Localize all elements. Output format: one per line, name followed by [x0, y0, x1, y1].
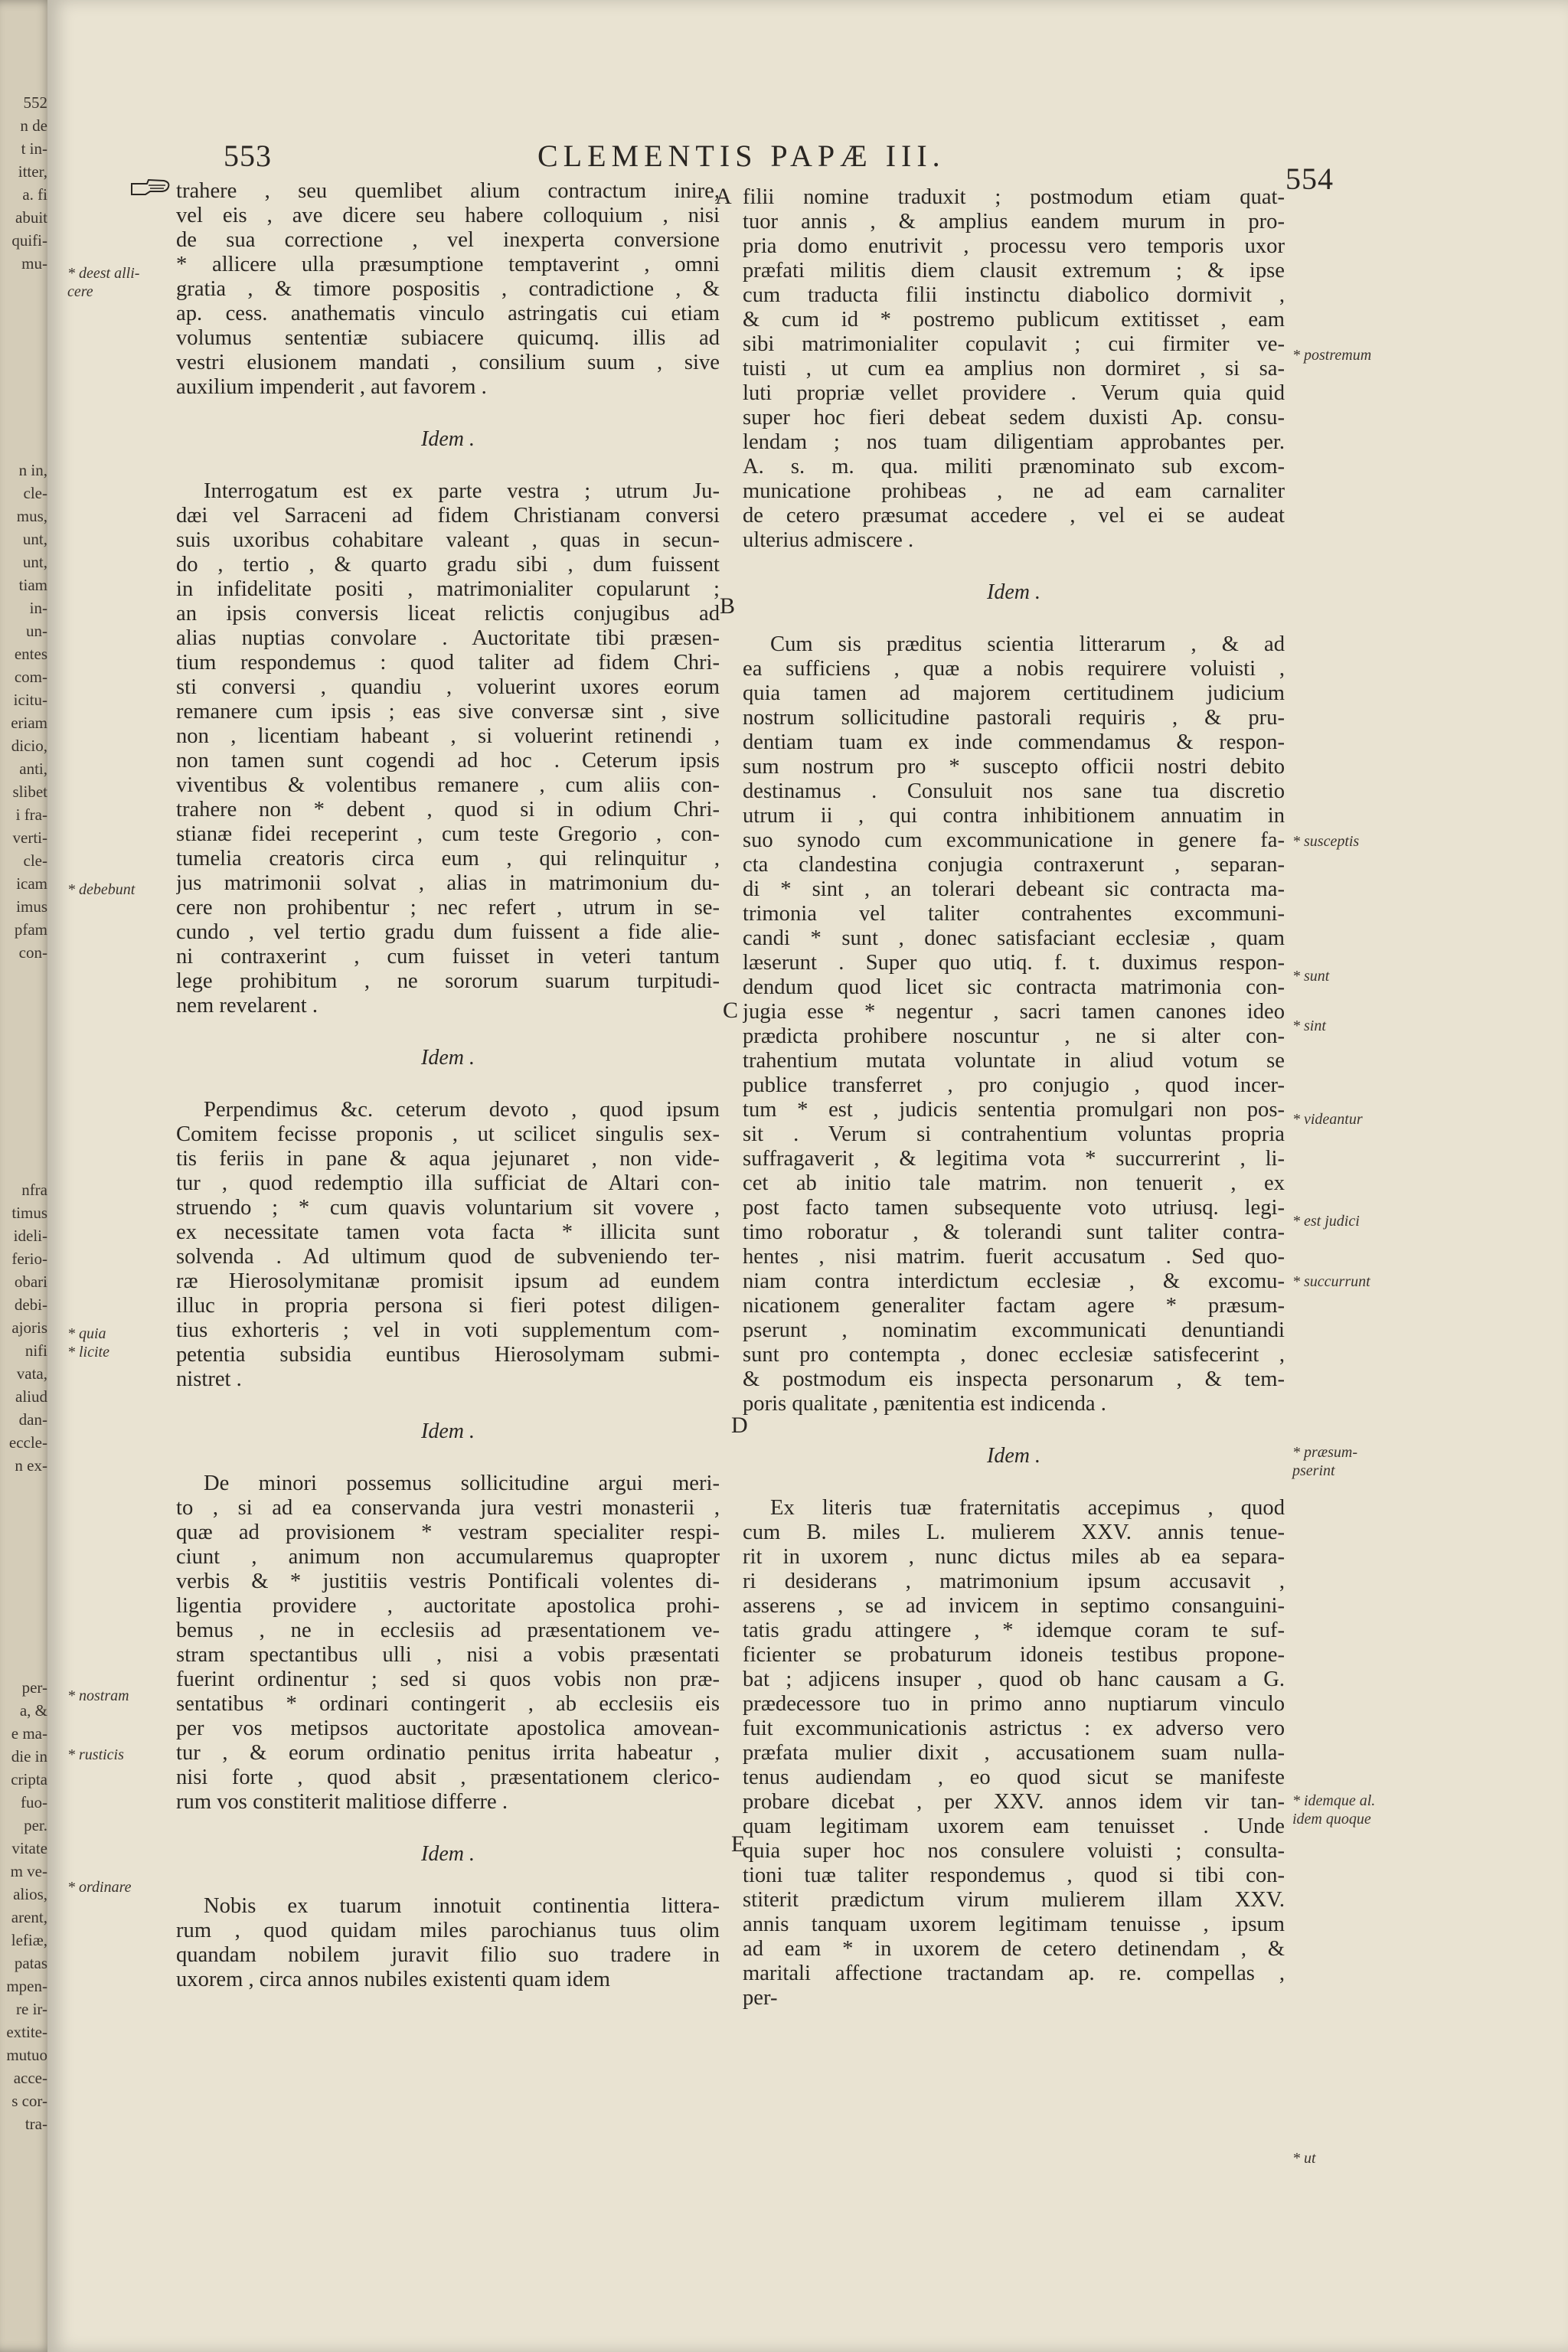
text-line: Interrogatum est ex parte vestra ; utrum Ju- — [204, 479, 720, 503]
adjacent-page-fragment: nfra — [21, 1181, 47, 1199]
adjacent-page-fragment: eriam — [11, 714, 47, 732]
text-line: trahere non * debent , quod si in odium Chri- — [176, 798, 720, 822]
text-line: di * sint , an tolerari debeant sic contracta ma- — [743, 877, 1285, 901]
adjacent-page-fragment: com- — [14, 668, 47, 686]
text-line: bemus , ne in ecclesiis ad præsentationem ve- — [176, 1619, 720, 1642]
text-line: Comitem fecisse proponis , ut scilicet singulis sex- — [176, 1122, 720, 1146]
text-line: Ex literis tuæ fraternitatis accepimus , quod — [770, 1496, 1285, 1520]
text-line: tum * est , judicis sententia promulgari non pos- — [743, 1098, 1285, 1122]
text-line: ni contraxerint , cum fuisset in veteri tantum — [176, 945, 720, 969]
text-line: suis uxoribus cohabitare valeant , quas in secun- — [176, 528, 720, 552]
text-line: ex necessitate tamen vota facta * illicita sunt — [176, 1220, 720, 1244]
text-line: suffragaverit , & legitima vota * succurrerint , li- — [743, 1147, 1285, 1171]
page-title: CLEMENTIS PAPÆ III. — [537, 139, 946, 173]
adjacent-page-fragment: icam — [16, 874, 47, 893]
text-line: tis feriis in pane & aqua jejunaret , non vide- — [176, 1147, 720, 1171]
margin-note-right: * est judici — [1292, 1213, 1360, 1230]
adjacent-page-fragment: mpen- — [6, 1977, 47, 1995]
adjacent-page-fragment: patas — [14, 1954, 47, 1972]
adjacent-page-fragment: quifi- — [11, 231, 47, 250]
adjacent-page-fragment: cripta — [11, 1770, 47, 1788]
text-line: jus matrimonii solvat , alias in matrimonium du- — [176, 871, 720, 895]
paragraph — [176, 479, 720, 1018]
adjacent-page-fragment: timus — [11, 1204, 47, 1222]
text-line: jugia esse * negentur , sacri tamen canones ideo — [743, 1000, 1285, 1024]
adjacent-page-fragment: a, & — [19, 1701, 47, 1720]
text-line: dentiam tuam ex inde commendamus & respon- — [743, 730, 1285, 754]
adjacent-page-fragment: n in, — [18, 461, 47, 479]
adjacent-page-fragment: con- — [18, 943, 47, 962]
adjacent-page-fragment: tra- — [24, 2115, 47, 2133]
text-line: dendum quod licet sic contracta matrimonia con- — [743, 975, 1285, 999]
margin-note-right: * succurrunt — [1292, 1273, 1370, 1290]
adjacent-page-fragment: t in- — [21, 139, 47, 158]
text-line: & postmodum eis inspecta personarum , & tem- — [743, 1367, 1285, 1391]
text-line: hentes , nisi matrim. fuerit accusatum . Sed quo- — [743, 1245, 1285, 1269]
page-number-left: 553 — [224, 139, 272, 173]
adjacent-page-fragment: mutuo — [6, 2046, 47, 2064]
text-line: Perpendimus &c. ceterum devoto , quod ipsum — [204, 1098, 720, 1122]
text-line: struendo ; * cum quavis voluntarium sit vovere , — [176, 1196, 720, 1220]
text-line: stianæ fidei receperint , cum teste Gregorio , con- — [176, 822, 720, 846]
text-line: de sua correctione , vel inexperta conversione — [176, 228, 720, 252]
adjacent-page-fragment: tiam — [18, 576, 47, 594]
text-line: cum B. miles L. mulierem XXV. annis tenue- — [743, 1521, 1285, 1544]
section-heading-idem: Idem . — [421, 1046, 475, 1070]
adjacent-page-edge — [0, 0, 54, 2352]
text-line: quæ ad provisionem * vestram specialiter respi- — [176, 1521, 720, 1544]
text-line: quia tamen ad majorem certitudinem judicium — [743, 681, 1285, 705]
text-line: Cum sis præditus scientia litterarum , & ad — [770, 632, 1285, 656]
section-letter: D — [731, 1413, 748, 1438]
paragraph — [743, 632, 1285, 1416]
text-line: sentatibus * ordinari contingerit , ab ecclesiis eis — [176, 1692, 720, 1716]
text-line: ad eam * in uxorem de cetero detinendam , & — [743, 1937, 1285, 1961]
text-line: cere non prohibentur ; nec refert , utrum in se- — [176, 896, 720, 920]
text-line: cundo , vel tertio gradu dum fuissent a fide alie- — [176, 920, 720, 944]
paragraph — [176, 1894, 720, 1992]
margin-note-right: * sunt — [1292, 968, 1330, 985]
adjacent-page-fragment: n ex- — [15, 1456, 47, 1475]
text-line: gratia , & timore pospositis , contradictione , & — [176, 277, 720, 301]
adjacent-page-fragment: dan- — [18, 1410, 47, 1429]
text-line: poris qualitate , pænitentia est indicenda . — [743, 1392, 1106, 1416]
text-line: suo synodo cum excommunicatione in genere fa- — [743, 828, 1285, 852]
adjacent-page-fragment: debi- — [14, 1295, 47, 1314]
paragraph — [176, 179, 720, 400]
text-line: * allicere ulla præsumptione temptaverint , omni — [176, 253, 720, 276]
text-line: tuisti , ut cum ea amplius non dormiret , si sa- — [743, 357, 1285, 381]
text-line: solvenda . Ad ultimum quod de subveniendo ter- — [176, 1245, 720, 1269]
text-line: luti propriæ vellet providere . Verum quia quid — [743, 381, 1285, 405]
paragraph — [743, 1496, 1285, 2011]
margin-note-right: * ut — [1292, 2150, 1316, 2167]
text-line: cum traducta filii instinctu diabolico dormivit , — [743, 283, 1285, 307]
margin-note-right: * præsum- pserint — [1292, 1444, 1358, 1479]
text-line: vel eis , ave dicere seu habere colloquium , nisi — [176, 204, 720, 227]
text-column-right — [743, 185, 1285, 2011]
margin-note-right: * susceptis — [1292, 833, 1360, 850]
text-line: niam contra interdictum ecclesiæ , & excomu- — [743, 1269, 1285, 1293]
text-line: volumus sententiæ subiacere quicumq. illis ad — [176, 326, 720, 350]
adjacent-page-fragment: n de — [20, 116, 47, 135]
text-line: ri desiderans , matrimonium ipsum accusavit , — [743, 1570, 1285, 1593]
text-line: utrum ii , qui contra inhibitionem annuatim in — [743, 804, 1285, 828]
adjacent-page-fragment: per. — [24, 1816, 47, 1834]
pointing-hand-icon — [130, 176, 172, 198]
adjacent-page-fragment: s cor- — [11, 2092, 47, 2110]
adjacent-page-fragment: slibet — [12, 782, 47, 801]
text-line: tur , quod redemptio illa sufficiat de Altari con- — [176, 1171, 720, 1195]
adjacent-page-fragment: icitu- — [13, 691, 47, 709]
adjacent-page-fragment: abuit — [15, 208, 47, 227]
text-line: do , tertio , & quarto gradu sibi , dum fuissent — [176, 553, 720, 577]
adjacent-page-fragment: e ma- — [11, 1724, 47, 1743]
adjacent-page-fragment: pfam — [14, 920, 47, 939]
text-line: lendam ; nos tuam diligentiam approbantes per. — [743, 430, 1285, 454]
text-line: viventibus & volentibus remanere , cum aliis con- — [176, 773, 720, 797]
section-letter: C — [723, 998, 739, 1023]
paragraph — [743, 185, 1285, 553]
text-line: fuit excommunicationis astrictus : ex adverso vero — [743, 1717, 1285, 1740]
adjacent-page-fragment: ajoris — [11, 1318, 47, 1337]
text-line: alias nuptias convolare . Auctoritate tibi præsen- — [176, 626, 720, 650]
text-line: nicationem generaliter factam agere * præsum- — [743, 1294, 1285, 1318]
adjacent-page-fragment: arent, — [11, 1908, 47, 1926]
adjacent-page-fragment: a. fi — [22, 185, 47, 204]
text-line: quandam nobilem juravit filio suo tradere in — [176, 1943, 720, 1967]
section-heading-idem: Idem . — [421, 1842, 475, 1866]
text-line: ræ Hierosolymitanæ promisit ipsum ad eundem — [176, 1269, 720, 1293]
text-line: ap. cess. anathematis vinculo astringatis cui etiam — [176, 302, 720, 325]
adjacent-page-fragment: re ir- — [16, 2000, 47, 2018]
text-line: præfati militis diem clausit extremum ; & ipse — [743, 259, 1285, 283]
text-line: tuor annis , & amplius eandem murum in pro- — [743, 210, 1285, 234]
adjacent-page-fragment: obari — [14, 1272, 47, 1291]
adjacent-page-fragment: unt, — [22, 553, 47, 571]
text-line: verbis & * justitiis vestris Pontificali volentes di- — [176, 1570, 720, 1593]
adjacent-page-fragment: i fra- — [15, 805, 47, 824]
text-line: nostrum sollicitudine pastorali requiris , & pru- — [743, 706, 1285, 730]
text-line: vestri elusionem mandati , consilium suum , sive — [176, 351, 720, 374]
page-number-right: 554 — [1285, 162, 1334, 196]
adjacent-page-fragment: aliud — [15, 1387, 47, 1406]
adjacent-page-fragment: acce- — [13, 2069, 47, 2087]
adjacent-page-fragment: fuo- — [21, 1793, 47, 1811]
margin-note-right: * sint — [1292, 1018, 1326, 1034]
text-line: petentia subsidia euntibus Hierosolymam submi- — [176, 1343, 720, 1367]
adjacent-page-fragment: extite- — [6, 2023, 47, 2041]
text-line: de cetero præsumat accedere , vel ei se audeat — [743, 504, 1285, 528]
text-line: an ipsis conversis liceat relictis conjugibus ad — [176, 602, 720, 626]
text-line: non , licentiam habeant , si voluerint retinendi , — [176, 724, 720, 748]
text-line: uxorem , circa annos nubiles existenti quam idem — [176, 1968, 610, 1991]
text-line: rum vos constiterit malitiose differre . — [176, 1790, 508, 1814]
text-line: super hoc fieri debeat sedem duxisti Ap. consu- — [743, 406, 1285, 430]
text-line: destinamus . Consuluit nos sane tua discretio — [743, 779, 1285, 803]
text-line: cta clandestina conjugia contraxerunt , separan- — [743, 853, 1285, 877]
text-line: maritali affectione tractandam ap. re. compellas , — [743, 1962, 1285, 1985]
adjacent-page-fragment: entes — [14, 645, 47, 663]
section-heading-idem: Idem . — [421, 427, 475, 451]
paragraph — [176, 1098, 720, 1392]
text-line: sum nostrum pro * suscepto officii nostri debito — [743, 755, 1285, 779]
text-line: Nobis ex tuarum innotuit continentia littera- — [204, 1894, 720, 1918]
adjacent-page-fragment: mus, — [16, 507, 47, 525]
adjacent-page-fragment: anti, — [19, 760, 47, 778]
text-line: sti conversi , quandiu , voluerint uxores eorum — [176, 675, 720, 699]
text-line: pserunt , nominatim excommunicati denuntiandi — [743, 1318, 1285, 1342]
text-line: ciunt , animum non accumularemus quapropter — [176, 1545, 720, 1569]
text-line: per- — [743, 1986, 778, 2010]
text-line: tatis gradu attingere , * idemque coram te suf- — [743, 1619, 1285, 1642]
adjacent-page-fragment: mu- — [21, 254, 47, 273]
adjacent-page-fragment: cle- — [23, 484, 47, 502]
text-line: prædicta prohibere noscuntur , ne si alter con- — [743, 1024, 1285, 1048]
text-line: stram spectantibus ulli , nisi a vobis præsentati — [176, 1643, 720, 1667]
text-line: post facto tamen subsequente voto utriusq. legi- — [743, 1196, 1285, 1220]
text-line: municatione prohibeas , ne ad eam carnaliter — [743, 479, 1285, 503]
text-line: læserunt . Super quo utiq. f. t. duximus respon- — [743, 951, 1285, 975]
text-line: publice transferret , pro conjugio , quod incer- — [743, 1073, 1285, 1097]
text-line: & cum id * postremo publicum extitisset , eam — [743, 308, 1285, 332]
adjacent-page-fragment: itter, — [18, 162, 47, 181]
adjacent-page-fragment: verti- — [12, 828, 47, 847]
adjacent-page-fragment: dicio, — [11, 737, 47, 755]
text-line: tenus audiendam , eo quod sicut se manifeste — [743, 1766, 1285, 1789]
text-line: filii nomine traduxit ; postmodum etiam quat- — [743, 185, 1285, 209]
adjacent-page-fragment: ideli- — [13, 1227, 47, 1245]
paragraph — [176, 1472, 720, 1815]
margin-note-left: * nostram — [67, 1687, 129, 1704]
margin-note-left: * ordinare — [67, 1879, 132, 1896]
margin-note-left: * quia * licite — [67, 1325, 109, 1361]
text-line: tium respondemus : quod taliter ad fidem Chri- — [176, 651, 720, 675]
adjacent-page-fragment: lefiæ, — [11, 1931, 47, 1949]
margin-note-left: * debebunt — [67, 881, 136, 898]
text-line: trimonia vel taliter contrahentes excommuni- — [743, 902, 1285, 926]
margin-note-right: * videantur — [1292, 1111, 1363, 1128]
section-heading-idem: Idem . — [987, 1444, 1040, 1468]
text-line: ulterius admiscere . — [743, 528, 914, 552]
text-line: trahere , seu quemlibet alium contractum inire, — [176, 179, 720, 203]
text-line: bat ; adjicens insuper , quod ob hanc causam a G. — [743, 1668, 1285, 1691]
section-letter: E — [731, 1831, 746, 1857]
text-line: candi * sunt , donec satisfaciant ecclesiæ , quam — [743, 926, 1285, 950]
adjacent-page-fragment: die in — [11, 1747, 47, 1766]
text-line: quam legitimam uxorem eam tenuisset . Unde — [743, 1815, 1285, 1838]
text-line: tur , & eorum ordinatio penitus irrita habeatur , — [176, 1741, 720, 1765]
text-line: tioni tuæ taliter respondemus , quod si tibi con- — [743, 1864, 1285, 1887]
text-line: asserens , se ad invicem in septimo consanguini- — [743, 1594, 1285, 1618]
section-heading-idem: Idem . — [421, 1419, 475, 1443]
adjacent-page-fragment: vitate — [11, 1839, 47, 1857]
text-line: sibi matrimonialiter copulavit ; cui firmiter ve- — [743, 332, 1285, 356]
adjacent-page-fragment: m ve- — [10, 1862, 47, 1880]
section-letter: A — [715, 184, 732, 209]
adjacent-page-fragment: vata, — [16, 1364, 47, 1383]
text-line: to , si ad ea conservanda jura vestri monasterii , — [176, 1496, 720, 1520]
text-line: nisi forte , quod absit , præsentationem clerico- — [176, 1766, 720, 1789]
text-line: nistret . — [176, 1367, 242, 1391]
text-column-left — [176, 179, 720, 1992]
text-line: annis tanquam uxorem legitimam tenuisse , ipsum — [743, 1913, 1285, 1936]
text-line: tius exhorteris ; vel in voti supplementum com- — [176, 1318, 720, 1342]
adjacent-page-fragment: ferio- — [11, 1250, 47, 1268]
adjacent-page-fragment: unt, — [22, 530, 47, 548]
adjacent-page-fragment: un- — [26, 622, 47, 640]
text-line: prædecessore tuo in primo anno nuptiarum vinculo — [743, 1692, 1285, 1716]
text-line: præfata mulier dixit , accusationem suam nulla- — [743, 1741, 1285, 1765]
text-line: dæi vel Sarraceni ad fidem Christianam conversi — [176, 504, 720, 528]
text-line: A. s. m. qua. militi prænominato sub excom- — [743, 455, 1285, 479]
text-line: nem revelarent . — [176, 994, 318, 1018]
margin-note-right: * idemque al. idem quoque — [1292, 1792, 1376, 1828]
adjacent-page-fragment: eccle- — [8, 1433, 47, 1452]
text-line: rit in uxorem , nunc dictus miles ab ea separa- — [743, 1545, 1285, 1569]
adjacent-page-fragment: cle- — [23, 851, 47, 870]
text-line: trahentium mutata voluntate in aliud votum se — [743, 1049, 1285, 1073]
text-line: fuerint ordinentur ; sed si quos vobis non præ- — [176, 1668, 720, 1691]
text-line: ligentia providere , auctoritate apostolica prohi- — [176, 1594, 720, 1618]
text-line: cet ab initio tale matrim. non tenuerit , ex — [743, 1171, 1285, 1195]
text-line: sunt pro contempta , donec ecclesiæ satisfecerint , — [743, 1343, 1285, 1367]
text-line: De minori possemus sollicitudine argui meri- — [204, 1472, 720, 1495]
adjacent-page-fragment: alios, — [13, 1885, 47, 1903]
adjacent-page-fragment: imus — [16, 897, 47, 916]
text-line: in infidelitate positi , matrimonialiter copularunt ; — [176, 577, 720, 601]
adjacent-page-fragment: 552 — [23, 93, 47, 112]
margin-note-left: * deest alli- cere — [67, 265, 140, 300]
adjacent-page-fragment: per- — [21, 1678, 47, 1697]
text-line: per vos metipsos auctoritate apostolica amovean- — [176, 1717, 720, 1740]
adjacent-page-fragment: nifi — [24, 1341, 47, 1360]
text-line: non tamen sunt cogendi ad hoc . Ceterum ipsis — [176, 749, 720, 773]
text-line: remanere cum ipsis ; eas sive conversæ sint , sive — [176, 700, 720, 724]
text-line: quia super hoc nos consulere voluisti ; consulta- — [743, 1839, 1285, 1863]
section-heading-idem: Idem . — [987, 580, 1040, 604]
text-line: tumelia creatoris circa eum , qui relinquitur , — [176, 847, 720, 871]
adjacent-page-fragment: in- — [29, 599, 47, 617]
text-line: rum , quod quidam miles parochianus tuus olim — [176, 1919, 720, 1942]
text-line: auxilium impenderit , aut favorem . — [176, 375, 487, 399]
section-letter: B — [720, 593, 736, 619]
text-line: ficienter se probaturum idoneis testibus propone- — [743, 1643, 1285, 1667]
text-line: illuc in propria persona si fieri potest diligen- — [176, 1294, 720, 1318]
text-line: stiterit prædictum virum mulierem illam XXV. — [743, 1888, 1285, 1912]
text-line: lege prohibitum , ne sororum suarum turpitudi- — [176, 969, 720, 993]
text-line: sit . Verum si contrahentium voluntas propria — [743, 1122, 1285, 1146]
text-line: timo roboratur , & tolerandi sunt taliter contra- — [743, 1220, 1285, 1244]
text-line: ea sufficiens , quæ a nobis requirere voluisti , — [743, 657, 1285, 681]
margin-note-right: * postremum — [1292, 347, 1372, 364]
text-line: pria domo enutrivit , processu vero temporis uxor — [743, 234, 1285, 258]
margin-note-left: * rusticis — [67, 1746, 124, 1763]
text-line: probare dicebat , per XXV. annos idem vir tan- — [743, 1790, 1285, 1814]
